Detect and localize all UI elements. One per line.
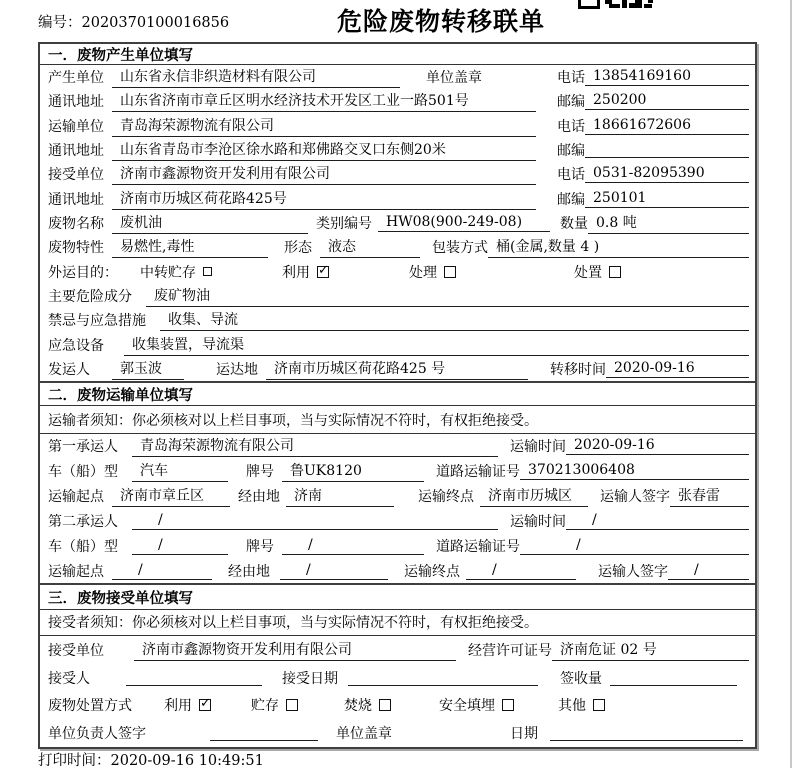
packing-label: 包装方式	[432, 240, 488, 257]
section2-header: 二．废物运输单位填写	[40, 383, 755, 406]
section-transporter	[40, 381, 755, 583]
disposal-landfill-label: 安全填埋	[439, 698, 495, 715]
category-value: HW08(900-249-08)	[378, 214, 550, 232]
transport-time-label: 运输时间	[510, 513, 566, 530]
purpose-treat-checkbox	[444, 266, 456, 278]
section3-header: 三．废物接受单位填写	[40, 585, 755, 610]
sign1-value: 张春雷	[670, 485, 749, 507]
amount-value	[610, 670, 737, 686]
shipper-value: 郭玉波	[112, 358, 184, 380]
serial-value: 2020370100016856	[81, 15, 230, 31]
via2-value: /	[280, 562, 388, 580]
waste-name-label: 废物名称	[48, 216, 104, 233]
row-route1	[40, 484, 755, 509]
row-vehicle2	[40, 533, 755, 558]
via-label: 经由地	[228, 563, 270, 580]
equipment-label: 应急设备	[48, 337, 104, 354]
disposal-use-label: 利用	[164, 698, 192, 715]
license2-value: /	[520, 537, 749, 555]
section2-notice: 运输者须知：你必须核对以上栏目事项，当与实际情况不符时，有权拒绝接受。	[40, 406, 755, 434]
carrier1-value: 青岛海荣源物流有限公司	[132, 435, 498, 457]
origin-label: 运输起点	[48, 563, 104, 580]
zip-label: 邮编	[557, 94, 585, 111]
section-receiver	[40, 583, 755, 747]
vehicle1-value: 汽车	[132, 460, 228, 482]
danger-value: 废矿物油	[146, 285, 749, 307]
section3-notice: 接受者须知：你必须核对以上栏目事项，当与实际情况不符时，有权拒绝接受。	[40, 610, 755, 636]
sign2-value: /	[668, 562, 749, 580]
purpose-dispose-checkbox	[609, 266, 621, 278]
date2-value	[550, 725, 743, 741]
receiver-address: 济南市历城区荷花路425号	[112, 188, 536, 210]
transporter-address: 山东省青岛市李沧区徐水路和郑佛路交叉口东侧20米	[112, 139, 536, 161]
acceptor-label: 接受人	[48, 670, 90, 687]
row-head-signature	[40, 719, 755, 747]
transport-time2: /	[566, 512, 749, 530]
section2-rows	[40, 434, 755, 583]
transporter-label: 运输单位	[48, 118, 104, 135]
disposal-other	[558, 695, 605, 715]
plate-label: 牌号	[246, 538, 274, 555]
shipper-label: 发运人	[48, 361, 90, 378]
dest-label: 运达地	[216, 361, 258, 378]
vehicle2-value: /	[132, 537, 228, 555]
accept-date-value	[348, 670, 538, 686]
row-producer-address	[40, 89, 755, 113]
via-label: 经由地	[238, 489, 280, 506]
row-shipper	[40, 357, 755, 381]
origin2-value: /	[112, 562, 212, 580]
transfer-form-table	[38, 42, 757, 749]
sign-label: 运输人签字	[600, 489, 670, 506]
disposal-burn-checkbox	[379, 699, 391, 711]
row-transporter-address	[40, 138, 755, 162]
producer-label: 产生单位	[48, 70, 104, 87]
equipment-value: 收集装置，导流渠	[124, 334, 749, 356]
section3-rows	[40, 636, 755, 747]
row-waste-name	[40, 211, 755, 235]
row-purpose	[40, 260, 755, 284]
packing-value: 桶(金属,数量 4 )	[488, 236, 749, 258]
quantity-label: 数量	[560, 216, 588, 233]
row-carrier2	[40, 509, 755, 534]
print-time-label: 打印时间：	[38, 753, 111, 768]
carrier2-value: /	[132, 512, 498, 530]
address-label: 通讯地址	[48, 191, 104, 208]
print-time-value: 2020-09-16 10:49:51	[110, 753, 264, 768]
permit-label: 经营许可证号	[468, 642, 552, 659]
purpose-transfer-storage	[140, 262, 212, 282]
phone-label: 电话	[557, 118, 585, 135]
amount-label: 签收量	[560, 670, 602, 687]
taboo-label: 禁忌与应急措施	[48, 313, 146, 330]
purpose-use-label: 利用	[282, 264, 310, 281]
producer-value: 山东省永信非织造材料有限公司	[112, 66, 400, 88]
acceptor-value	[126, 670, 262, 686]
form-label: 形态	[284, 240, 312, 257]
row-route2	[40, 558, 755, 583]
disposal-burn-label: 焚烧	[344, 698, 372, 715]
form-value: 液态	[320, 236, 420, 258]
accept-unit-label: 接受单位	[48, 642, 104, 659]
vehicle-label: 车（船）型	[48, 464, 118, 481]
disposal-use	[164, 695, 211, 715]
row-taboo-measures	[40, 308, 755, 332]
disposal-store	[251, 695, 298, 715]
character-label: 废物特性	[48, 240, 104, 257]
address-label: 通讯地址	[48, 143, 104, 160]
sign-label: 运输人签字	[598, 563, 668, 580]
transfer-time-label: 转移时间	[550, 361, 606, 378]
quantity-value: 0.8 吨	[588, 212, 749, 234]
disposal-store-checkbox	[286, 699, 298, 711]
purpose-transfer-storage-checkbox	[203, 267, 212, 276]
accept-date-label: 接受日期	[282, 670, 338, 687]
transport-time1: 2020-09-16	[566, 437, 749, 455]
receiver-value: 济南市鑫源物资开发利用有限公司	[112, 163, 536, 185]
purpose-treat	[409, 262, 456, 282]
disposal-landfill	[439, 695, 514, 715]
transporter-phone: 18661672606	[585, 117, 749, 135]
head-sign-label: 单位负责人签字	[48, 726, 146, 743]
row-receiver-unit	[40, 162, 755, 186]
receiver-phone: 0531-82095390	[585, 165, 749, 183]
zip-label: 邮编	[557, 191, 585, 208]
producer-zip: 250200	[585, 92, 749, 110]
row-producer-unit	[40, 65, 755, 89]
head-sign-value	[210, 725, 318, 741]
phone-label: 电话	[557, 167, 585, 184]
purpose-transfer-storage-label: 中转贮存	[140, 264, 196, 281]
disposal-burn	[344, 695, 391, 715]
carrier1-label: 第一承运人	[48, 439, 118, 456]
accept-unit-value: 济南市鑫源物资开发利用有限公司	[134, 639, 456, 661]
row-disposal-method	[40, 691, 755, 719]
plate1-value: 鲁UK8120	[282, 460, 424, 482]
transporter-value: 青岛海荣源物流有限公司	[112, 115, 536, 137]
row-acceptor	[40, 664, 755, 692]
unit-seal-label: 单位盖章	[426, 70, 482, 87]
date-label: 日期	[510, 726, 538, 743]
receiver-zip: 250101	[585, 190, 749, 208]
serial-label: 编号：	[38, 15, 82, 31]
disposal-use-checkbox	[199, 699, 211, 711]
purpose-use-checkbox	[317, 266, 329, 278]
license1-value: 370213006408	[520, 462, 749, 480]
row-accept-unit	[40, 636, 755, 664]
disposal-other-label: 其他	[558, 698, 586, 715]
license-label: 道路运输证号	[436, 538, 520, 555]
permit-value: 济南危证 02 号	[552, 639, 749, 661]
row-carrier1	[40, 434, 755, 459]
taboo-value: 收集、导流	[160, 309, 749, 331]
via1-value: 济南	[286, 485, 394, 507]
carrier2-label: 第二承运人	[48, 513, 118, 530]
origin1-value: 济南市章丘区	[112, 485, 230, 507]
end-label: 运输终点	[404, 563, 460, 580]
address-label: 通讯地址	[48, 94, 104, 111]
waste-name-value: 废机油	[112, 212, 308, 234]
purpose-dispose-label: 处置	[574, 264, 602, 281]
plate-label: 牌号	[246, 464, 274, 481]
disposal-landfill-checkbox	[502, 699, 514, 711]
page-edge-line	[790, 0, 792, 768]
section1-header: 一．废物产生单位填写	[40, 44, 755, 65]
phone-label: 电话	[557, 70, 585, 87]
zip-label: 邮编	[557, 143, 585, 160]
disposal-other-checkbox	[593, 699, 605, 711]
unit-seal-label: 单位盖章	[336, 726, 392, 743]
origin-label: 运输起点	[48, 489, 104, 506]
dest-value: 济南市历城区荷花路425 号	[266, 358, 528, 380]
row-receiver-address	[40, 187, 755, 211]
disposal-store-label: 贮存	[251, 698, 279, 715]
disposal-label: 废物处置方式	[48, 698, 132, 715]
receiver-label: 接受单位	[48, 167, 104, 184]
end1-value: 济南市历城区	[480, 485, 588, 507]
danger-label: 主要危险成分	[48, 288, 132, 305]
section1-rows	[40, 65, 755, 381]
row-vehicle1	[40, 459, 755, 484]
section-producer	[40, 44, 755, 381]
purpose-label: 外运目的：	[48, 264, 118, 281]
license-label: 道路运输证号	[436, 464, 520, 481]
purpose-use	[282, 262, 329, 282]
row-transporter-unit	[40, 114, 755, 138]
end2-value: /	[466, 562, 576, 580]
purpose-dispose	[574, 262, 621, 282]
character-value: 易燃性,毒性	[112, 236, 268, 258]
print-time-line	[38, 749, 264, 768]
transport-time-label: 运输时间	[510, 439, 566, 456]
plate2-value: /	[282, 537, 424, 555]
transporter-zip	[585, 142, 749, 158]
end-label: 运输终点	[418, 489, 474, 506]
row-waste-character	[40, 235, 755, 259]
row-danger-component	[40, 284, 755, 308]
row-emergency-equipment	[40, 332, 755, 356]
purpose-treat-label: 处理	[409, 264, 437, 281]
producer-address: 山东省济南市章丘区明水经济技术开发区工业一路501号	[112, 90, 536, 112]
transfer-time-value: 2020-09-16	[606, 360, 749, 378]
page-title: 危险废物转移联单	[336, 7, 545, 36]
category-label: 类别编号	[316, 216, 372, 233]
producer-phone: 13854169160	[585, 68, 749, 86]
vehicle-label: 车（船）型	[48, 538, 118, 555]
